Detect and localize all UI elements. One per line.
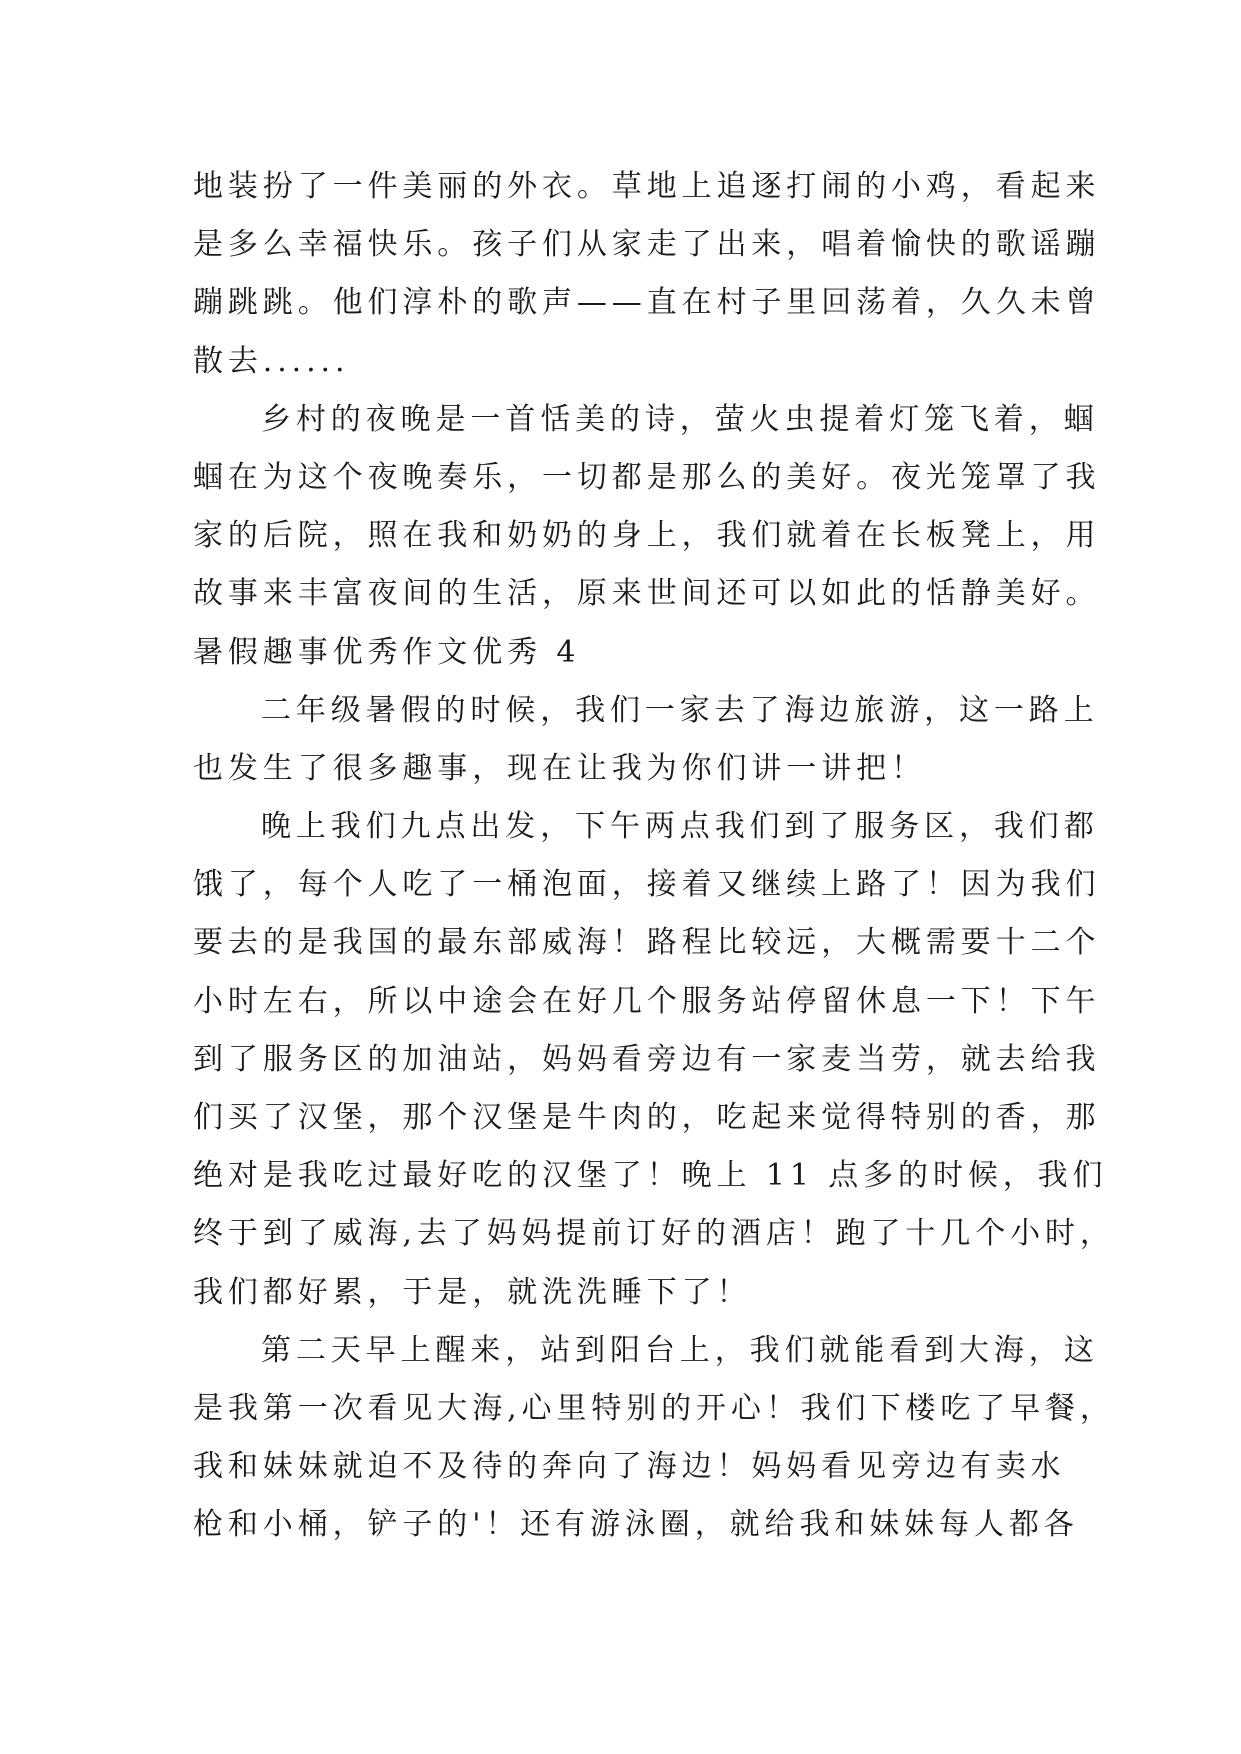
text-line: 终于到了威海,去了妈妈提前订好的酒店！跑了十几个小时， [193, 1216, 1115, 1252]
text-line: 要去的是我国的最东部威海！路程比较远，大概需要十二个 [193, 925, 1101, 961]
paragraph-first-line: 晚上我们九点出发，下午两点我们到了服务区，我们都 [261, 809, 1099, 845]
text-line: 饿了，每个人吃了一桶泡面，接着又继续上路了！因为我们 [193, 867, 1101, 903]
text-line: 小时左右，所以中途会在好几个服务站停留休息一下！下午 [193, 983, 1101, 1019]
text-line: 我们都好累，于是，就洗洗睡下了！ [193, 1274, 752, 1310]
text-line: 也发生了很多趣事，现在让我为你们讲一讲把！ [193, 750, 926, 786]
text-line: 枪和小桶，铲子的'！还有游泳圈，就给我和妹妹每人都各 [193, 1507, 1079, 1543]
text-line: 绝对是我吃过最好吃的汉堡了！晚上 11 点多的时候，我们 [193, 1158, 1108, 1194]
paragraph-first-line: 第二天早上醒来，站到阳台上，我们就能看到大海，这 [261, 1332, 1099, 1368]
paragraph-first-line: 二年级暑假的时候，我们一家去了海边旅游，这一路上 [261, 692, 1099, 728]
paragraph-first-line: 乡村的夜晚是一首恬美的诗，萤火虫提着灯笼飞着，蝈 [261, 401, 1099, 437]
text-line: 到了服务区的加油站，妈妈看旁边有一家麦当劳，就去给我 [193, 1041, 1101, 1077]
text-line: 蝈在为这个夜晚奏乐，一切都是那么的美好。夜光笼罩了我 [193, 459, 1101, 495]
text-line: 地装扮了一件美丽的外衣。草地上追逐打闹的小鸡，看起来 [193, 169, 1101, 204]
text-line: 们买了汉堡，那个汉堡是牛肉的，吃起来觉得特别的香，那 [193, 1100, 1101, 1135]
text-line: 散去...... [193, 343, 350, 379]
text-line: 我和妹妹就迫不及待的奔向了海边！妈妈看见旁边有卖水 [193, 1449, 1066, 1485]
essay-text [193, 158, 1115, 1555]
text-line: 家的后院，照在我和奶奶的身上，我们就着在长板凳上，用 [193, 518, 1101, 554]
text-line: 故事来丰富夜间的生活，原来世间还可以如此的恬静美好。 [193, 576, 1101, 612]
text-line: 是多么幸福快乐。孩子们从家走了出来，唱着愉快的歌谣蹦 [193, 227, 1101, 263]
text-line: 蹦跳跳。他们淳朴的歌声——直在村子里回荡着，久久未曾 [193, 285, 1101, 321]
text-line: 是我第一次看见大海,心里特别的开心！我们下楼吃了早餐， [193, 1390, 1115, 1426]
section-heading: 暑假趣事优秀作文优秀 4 [193, 634, 581, 670]
